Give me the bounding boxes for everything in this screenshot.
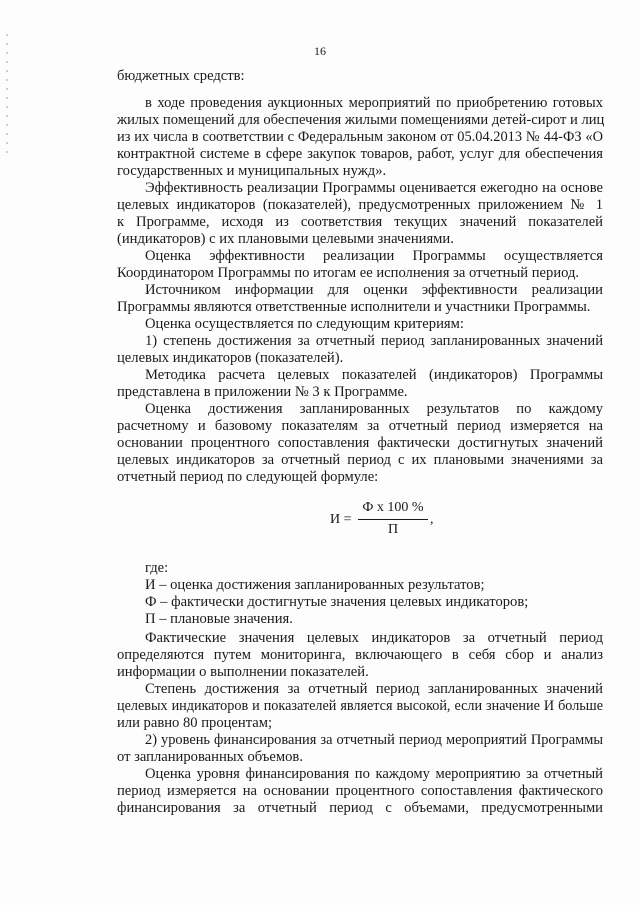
text-line: бюджетных средств: [117, 68, 245, 84]
text-line: отчетный период по следующей формуле: [117, 469, 379, 485]
text-line: расчетному и базовому показателям за отчетный период измеряется на [117, 418, 603, 434]
formula [330, 500, 450, 540]
formula-lhs: И = [330, 512, 352, 527]
text-line: государственных и муниципальных нужд». [117, 163, 387, 179]
text-line: Оценка уровня финансирования по каждому мероприятию за отчетный [145, 766, 603, 782]
text-line: Ф – фактически достигнутые значения целевых индикаторов; [145, 594, 529, 610]
text-line: целевых индикаторов (показателей), предусмотренных приложением № 1 [117, 197, 603, 213]
text-line: Оценка достижения запланированных результатов по каждому [145, 401, 603, 417]
text-line: к Программе, исходя из соответствия текущих значений показателей [117, 214, 603, 230]
formula-numerator: Ф х 100 % [362, 500, 424, 515]
text-line: финансирования за отчетный период с объемами, предусмотренными [117, 800, 603, 816]
text-line: Степень достижения за отчетный период запланированных значений [145, 681, 603, 697]
text-line: Оценка эффективности реализации Программы осуществляется [145, 248, 603, 264]
text-line: определяются путем мониторинга, включающего в себя сбор и анализ [117, 647, 603, 663]
text-line: П – плановые значения. [145, 611, 293, 627]
text-line: Эффективность реализации Программы оценивается ежегодно на основе [145, 180, 603, 196]
text-line: от запланированных объемов. [117, 749, 303, 765]
text-line: Методика расчета целевых показателей (индикаторов) Программы [145, 367, 603, 383]
text-line: представлена в приложении № 3 к Программе. [117, 384, 408, 400]
text-line: 1) степень достижения за отчетный период запланированных значений [145, 333, 603, 349]
text-line: информации о выполнении показателей. [117, 664, 369, 680]
text-line: или равно 80 процентам; [117, 715, 273, 731]
text-line: жилых помещений для обеспечения жилыми помещениями детей-сирот и лиц [117, 112, 605, 128]
text-line: Источником информации для оценки эффективности реализации [145, 282, 603, 298]
formula-denominator: П [387, 522, 399, 537]
text-line: целевых индикаторов и показателей является высокой, если значение И больше [117, 698, 603, 714]
text-line: Координатором Программы по итогам ее исполнения за отчетный период. [117, 265, 580, 281]
text-line: целевых индикаторов (показателей). [117, 350, 344, 366]
text-line: Фактические значения целевых индикаторов за отчетный период [145, 630, 603, 646]
formula-comma: , [430, 512, 434, 527]
text-line: контрактной системе в сфере закупок товаров, работ, услуг для обеспечения [117, 146, 603, 162]
text-line: основании процентного сопоставления фактически достигнутых значений [117, 435, 603, 451]
text-line: период измеряется на основании процентного сопоставления фактического [117, 783, 603, 799]
text-line: в ходе проведения аукционных мероприятий по приобретению готовых [145, 95, 603, 111]
text-line: где: [145, 560, 169, 576]
text-line: Оценка осуществляется по следующим критериям: [145, 316, 464, 332]
text-line: (индикаторов) с их плановыми целевыми значениями. [117, 231, 454, 247]
formula-fraction-bar [358, 519, 428, 520]
page-number: 16 [314, 44, 326, 58]
text-line: целевых индикаторов за отчетный период с их плановыми значениями за [117, 452, 603, 468]
text-line: 2) уровень финансирования за отчетный период мероприятий Программы [145, 732, 603, 748]
text-line: из их числа в соответствии с Федеральным законом от 05.04.2013 № 44-ФЗ «О [117, 129, 603, 145]
text-line: Программы являются ответственные исполнители и участники Программы. [117, 299, 591, 315]
text-line: И – оценка достижения запланированных результатов; [145, 577, 485, 593]
